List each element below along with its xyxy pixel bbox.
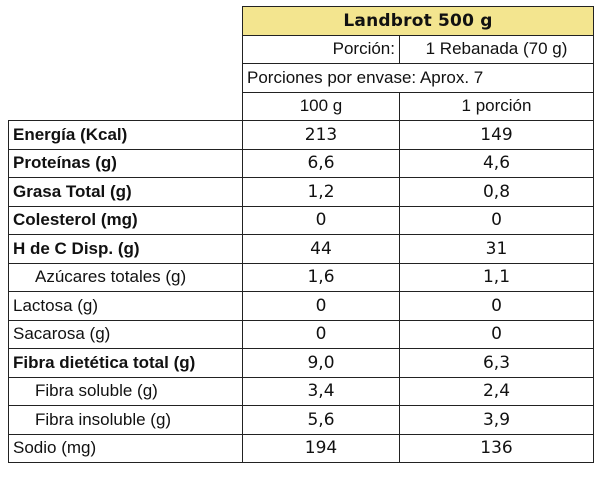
- value-per-100g: 213: [243, 121, 400, 150]
- value-per-100g: 1,2: [243, 178, 400, 207]
- portion-row: [9, 35, 594, 64]
- nutrient-label: Grasa Total (g): [9, 178, 243, 207]
- value-per-portion: 3,9: [400, 406, 594, 435]
- value-per-portion: 1,1: [400, 263, 594, 292]
- product-title: Landbrot 500 g: [243, 7, 594, 36]
- value-per-portion: 136: [400, 434, 594, 463]
- nutrition-table-body: [9, 7, 594, 463]
- nutrient-label: Proteínas (g): [9, 149, 243, 178]
- empty-corner-cell: [9, 7, 243, 36]
- value-per-100g: 44: [243, 235, 400, 264]
- servings-row: [9, 64, 594, 93]
- value-per-100g: 0: [243, 320, 400, 349]
- empty-corner-cell: [9, 35, 243, 64]
- nutrient-label: Sodio (mg): [9, 434, 243, 463]
- portion-value: 1 Rebanada (70 g): [400, 35, 594, 64]
- nutrient-row: [9, 320, 594, 349]
- value-per-100g: 3,4: [243, 377, 400, 406]
- title-row: [9, 7, 594, 36]
- value-per-portion: 31: [400, 235, 594, 264]
- value-per-portion: 2,4: [400, 377, 594, 406]
- value-per-100g: 6,6: [243, 149, 400, 178]
- servings-per-container: Porciones por envase: Aprox. 7: [243, 64, 594, 93]
- value-per-portion: 0: [400, 292, 594, 321]
- nutrient-label: H de C Disp. (g): [9, 235, 243, 264]
- nutrient-label: Fibra insoluble (g): [9, 406, 243, 435]
- value-per-portion: 0,8: [400, 178, 594, 207]
- value-per-100g: 0: [243, 206, 400, 235]
- value-per-portion: 4,6: [400, 149, 594, 178]
- value-per-portion: 6,3: [400, 349, 594, 378]
- nutrient-row: [9, 235, 594, 264]
- nutrient-row: [9, 121, 594, 150]
- nutrient-label: Azúcares totales (g): [9, 263, 243, 292]
- nutrient-label: Lactosa (g): [9, 292, 243, 321]
- value-per-100g: 5,6: [243, 406, 400, 435]
- nutrient-row: [9, 263, 594, 292]
- nutrition-facts-table: [8, 6, 594, 463]
- value-per-100g: 0: [243, 292, 400, 321]
- nutrient-row: [9, 206, 594, 235]
- nutrient-row: [9, 349, 594, 378]
- nutrient-label: Energía (Kcal): [9, 121, 243, 150]
- nutrient-label: Sacarosa (g): [9, 320, 243, 349]
- nutrient-row: [9, 178, 594, 207]
- portion-label: Porción:: [243, 35, 400, 64]
- value-per-100g: 9,0: [243, 349, 400, 378]
- nutrient-row: [9, 434, 594, 463]
- nutrient-label: Fibra soluble (g): [9, 377, 243, 406]
- empty-corner-cell: [9, 64, 243, 93]
- value-per-portion: 0: [400, 206, 594, 235]
- nutrient-row: [9, 149, 594, 178]
- column-header-row: [9, 92, 594, 121]
- value-per-100g: 194: [243, 434, 400, 463]
- value-per-portion: 0: [400, 320, 594, 349]
- nutrient-row: [9, 292, 594, 321]
- empty-corner-cell: [9, 92, 243, 121]
- column-header-portion: 1 porción: [400, 92, 594, 121]
- nutrient-row: [9, 377, 594, 406]
- column-header-100g: 100 g: [243, 92, 400, 121]
- value-per-portion: 149: [400, 121, 594, 150]
- nutrient-label: Fibra dietética total (g): [9, 349, 243, 378]
- nutrient-row: [9, 406, 594, 435]
- value-per-100g: 1,6: [243, 263, 400, 292]
- nutrient-label: Colesterol (mg): [9, 206, 243, 235]
